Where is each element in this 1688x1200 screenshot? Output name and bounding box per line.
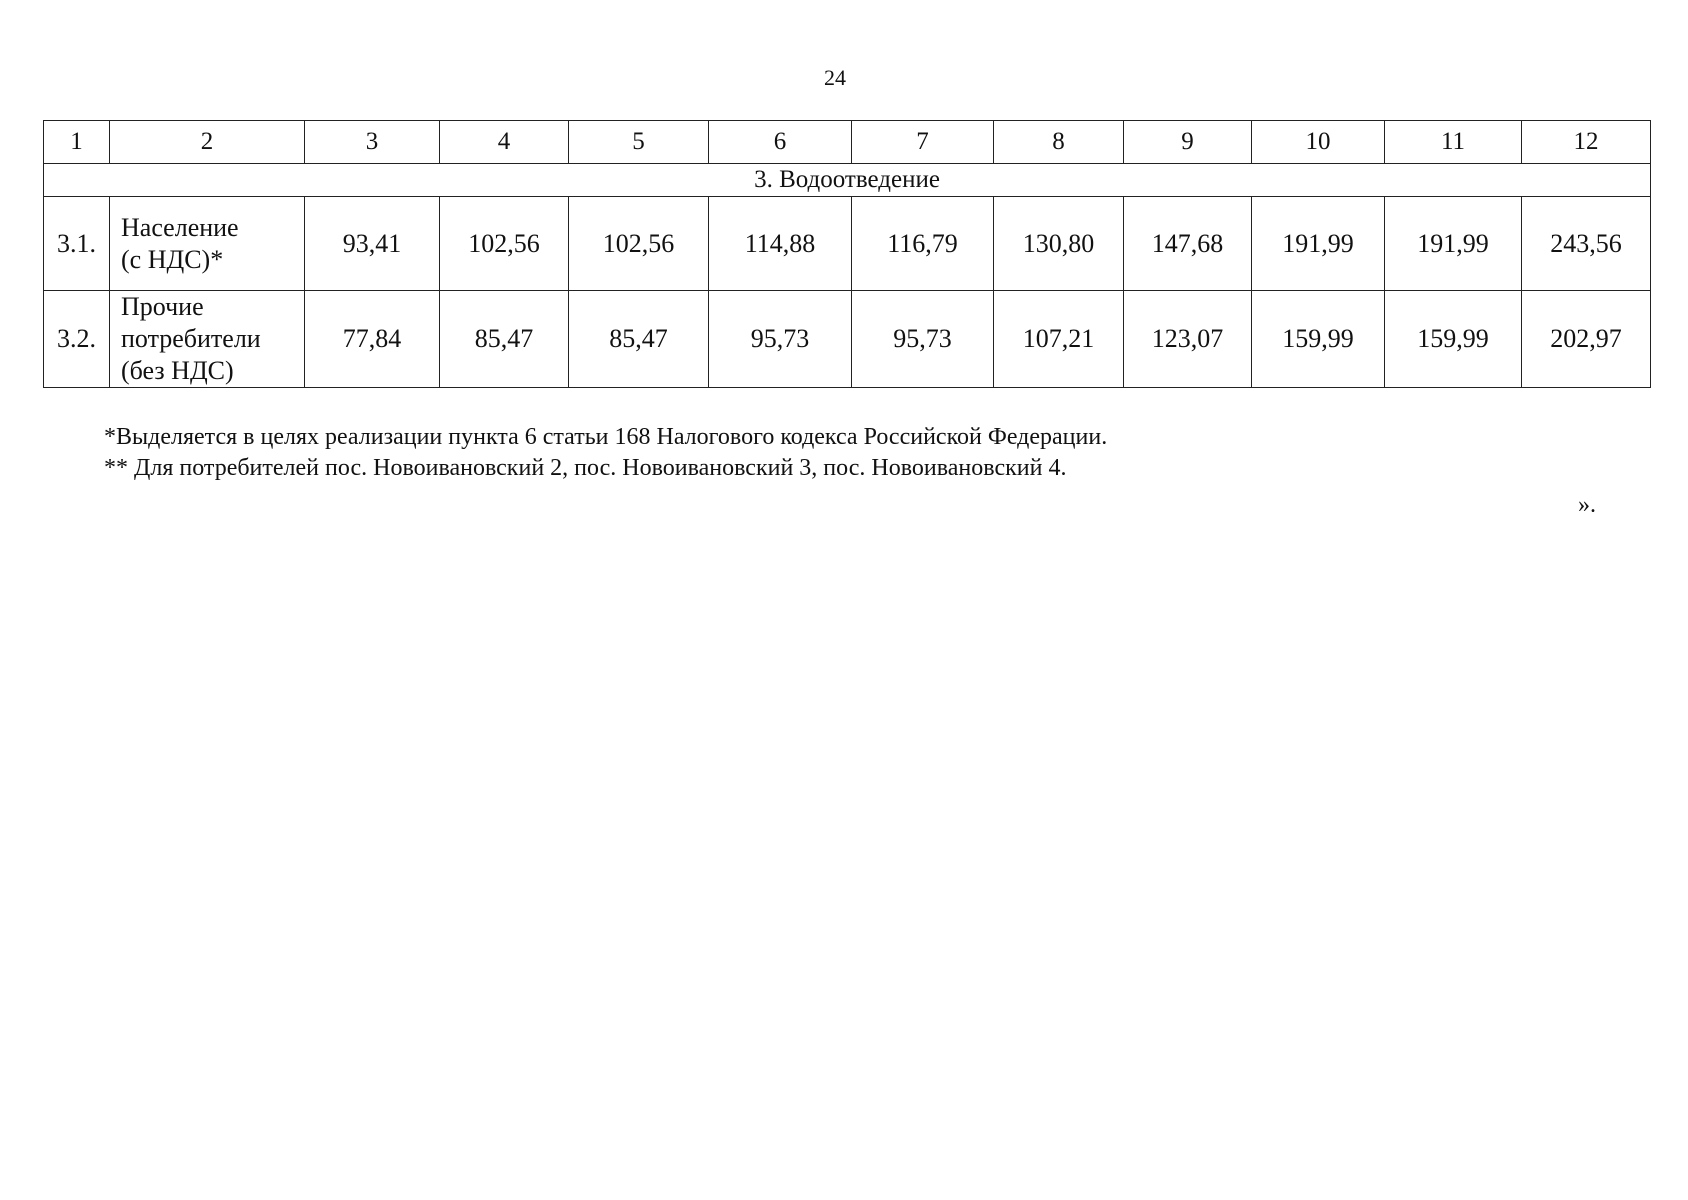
- footnote-vat: *Выделяется в целях реализации пункта 6 статьи 168 Налогового кодекса Российской Федерации.: [104, 424, 1108, 450]
- column-number: 7: [852, 121, 994, 164]
- value-cell: 147,68: [1124, 197, 1252, 291]
- row-name-line: потребители: [121, 324, 261, 353]
- value-cell: 159,99: [1385, 291, 1522, 388]
- footnote-consumers: ** Для потребителей пос. Новоивановский 2, пос. Новоивановский 3, пос. Новоивановский 4.: [104, 455, 1067, 481]
- value-cell: 102,56: [440, 197, 569, 291]
- row-index: 3.1.: [44, 197, 110, 291]
- value-cell: 130,80: [994, 197, 1124, 291]
- row-name-line: (с НДС)*: [121, 244, 224, 274]
- value-cell: 116,79: [852, 197, 994, 291]
- column-number: 8: [994, 121, 1124, 164]
- value-cell: 77,84: [305, 291, 440, 388]
- column-number: 3: [305, 121, 440, 164]
- value-cell: 243,56: [1522, 197, 1651, 291]
- column-number: 2: [110, 121, 305, 164]
- value-cell: 191,99: [1385, 197, 1522, 291]
- closing-quote: ».: [1578, 492, 1596, 518]
- value-cell: 107,21: [994, 291, 1124, 388]
- row-name: [110, 291, 305, 388]
- value-cell: 202,97: [1522, 291, 1651, 388]
- page-number: 24: [824, 65, 846, 90]
- column-number-row: [44, 121, 1651, 164]
- section-row: [44, 164, 1651, 197]
- value-cell: 191,99: [1252, 197, 1385, 291]
- section-title: 3. Водоотведение: [44, 164, 1651, 197]
- row-name-line: (без НДС): [121, 356, 234, 385]
- value-cell: 93,41: [305, 197, 440, 291]
- column-number: 9: [1124, 121, 1252, 164]
- value-cell: 95,73: [852, 291, 994, 388]
- row-name-line: Прочие: [121, 292, 204, 321]
- column-number: 11: [1385, 121, 1522, 164]
- table-row: [44, 197, 1651, 291]
- value-cell: 95,73: [709, 291, 852, 388]
- column-number: 6: [709, 121, 852, 164]
- column-number: 1: [44, 121, 110, 164]
- row-index: 3.2.: [44, 291, 110, 388]
- value-cell: 114,88: [709, 197, 852, 291]
- footnotes: [104, 422, 1604, 484]
- value-cell: 85,47: [569, 291, 709, 388]
- column-number: 10: [1252, 121, 1385, 164]
- column-number: 12: [1522, 121, 1651, 164]
- row-name-line: Население: [121, 212, 239, 242]
- tariff-table: [43, 120, 1651, 388]
- value-cell: 85,47: [440, 291, 569, 388]
- value-cell: 102,56: [569, 197, 709, 291]
- row-name: [110, 197, 305, 291]
- value-cell: 123,07: [1124, 291, 1252, 388]
- table-row: [44, 291, 1651, 388]
- column-number: 5: [569, 121, 709, 164]
- value-cell: 159,99: [1252, 291, 1385, 388]
- column-number: 4: [440, 121, 569, 164]
